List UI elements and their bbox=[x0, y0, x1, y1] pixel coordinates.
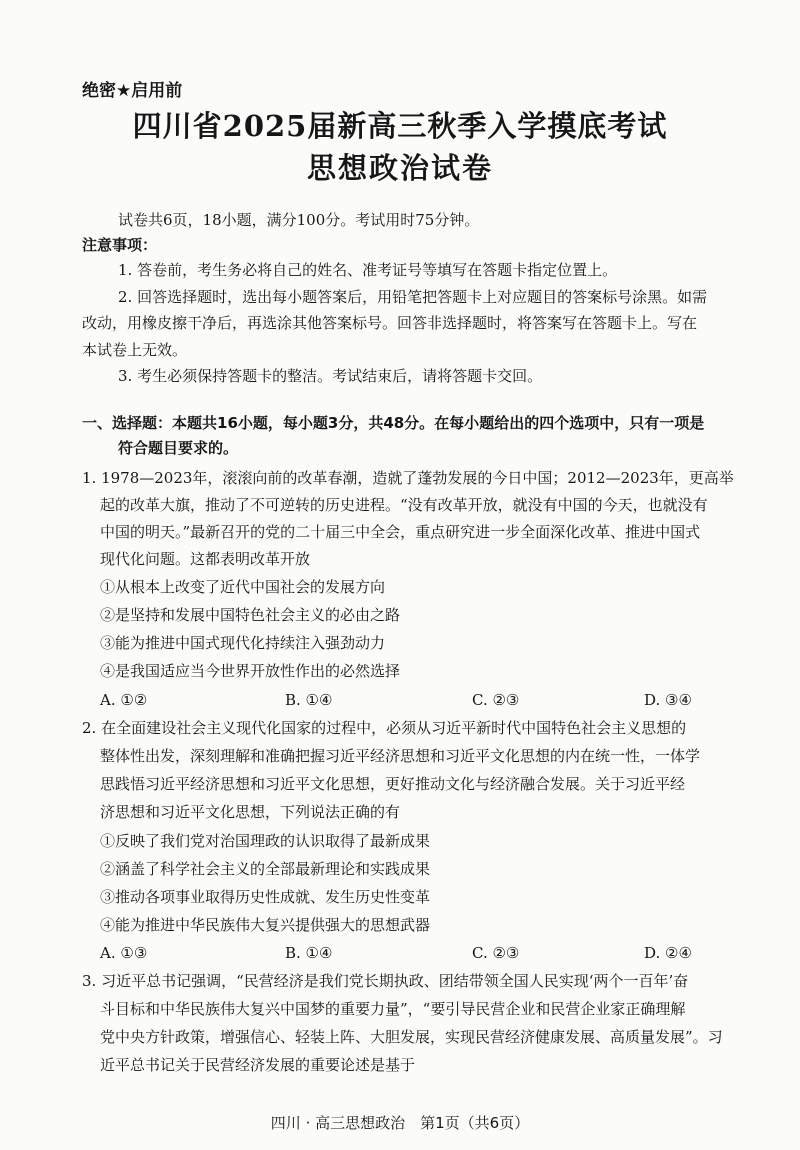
question-1-text: 起的改革大旗，推动了不可逆转的历史进程。“没有改革开放，就没有中国的今天，也就没有 bbox=[100, 496, 708, 514]
question-2-item: ③推动各项事业取得历史性成就、发生历史性变革 bbox=[100, 888, 431, 906]
question-3-text: 斗目标和中华民族伟大复兴中国梦的重要力量”，“要引导民营企业和民营企业家正确理解 bbox=[100, 1000, 686, 1018]
option-b[interactable]: B. ①④ bbox=[285, 691, 333, 709]
notice-line: 1. 答卷前，考生务必将自己的姓名、准考证号等填写在答题卡指定位置上。 bbox=[118, 261, 618, 279]
question-2-text: 整体性出发，深刻理解和准确把握习近平经济思想和习近平文化思想的内在统一性，一体学 bbox=[100, 747, 701, 765]
option-c[interactable]: C. ②③ bbox=[472, 944, 520, 962]
page-footer: 四川 · 高三思想政治 第1页（共6页） bbox=[270, 1114, 530, 1132]
option-d[interactable]: D. ②④ bbox=[644, 944, 692, 962]
section-heading-cont: 符合题目要求的。 bbox=[118, 439, 239, 457]
question-3-text: 近平总书记关于民营经济发展的重要论述是基于 bbox=[100, 1056, 416, 1074]
notice-heading: 注意事项： bbox=[82, 236, 158, 254]
exam-subject: 思想政治试卷 bbox=[306, 151, 493, 185]
option-c[interactable]: C. ②③ bbox=[472, 691, 520, 709]
question-2-text: 济思想和习近平文化思想，下列说法正确的有 bbox=[100, 803, 401, 821]
notice-line: 2. 回答选择题时，选出每小题答案后，用铅笔把答题卡上对应题目的答案标号涂黑。如需 bbox=[118, 288, 708, 306]
notice-line: 改动，用橡皮擦干净后，再选涂其他答案标号。回答非选择题时，将答案写在答题卡上。写在 bbox=[82, 314, 698, 332]
question-2-text: 2. 在全面建设社会主义现代化国家的过程中，必须从习近平新时代中国特色社会主义思想的 bbox=[82, 719, 687, 737]
question-3-text: 3. 习近平总书记强调，“民营经济是我们党长期执政、团结带领全国人民实现‘两个一百年’奋 bbox=[82, 972, 689, 990]
exam-info: 试卷共6页，18小题，满分100分。考试用时75分钟。 bbox=[118, 211, 480, 229]
exam-title: 四川省2025届新高三秋季入学摸底考试 bbox=[132, 109, 668, 143]
question-2-item: ①反映了我们党对治国理政的认识取得了最新成果 bbox=[100, 832, 431, 850]
option-a[interactable]: A. ①③ bbox=[100, 944, 148, 962]
option-a[interactable]: A. ①② bbox=[100, 691, 148, 709]
option-d[interactable]: D. ③④ bbox=[644, 691, 692, 709]
question-1-item: ①从根本上改变了近代中国社会的发展方向 bbox=[100, 578, 386, 596]
question-2-item: ④能为推进中华民族伟大复兴提供强大的思想武器 bbox=[100, 916, 431, 934]
question-1-item: ③能为推进中国式现代化持续注入强劲动力 bbox=[100, 634, 386, 652]
question-1-item: ④是我国适应当今世界开放性作出的必然选择 bbox=[100, 662, 401, 680]
question-1-text: 现代化问题。这都表明改革开放 bbox=[100, 550, 311, 568]
question-2-text: 思践悟习近平经济思想和习近平文化思想，更好推动文化与经济融合发展。关于习近平经 bbox=[100, 775, 686, 793]
question-1-text: 1. 1978—2023年，滚滚向前的改革春潮，造就了蓬勃发展的今日中国；2012—2023年，更高举 bbox=[82, 469, 734, 487]
question-2-item: ②涵盖了科学社会主义的全部最新理论和实践成果 bbox=[100, 860, 431, 878]
question-1-item: ②是坚持和发展中国特色社会主义的必由之路 bbox=[100, 606, 401, 624]
secret-label: 绝密★启用前 bbox=[82, 81, 183, 101]
option-b[interactable]: B. ①④ bbox=[285, 944, 333, 962]
question-3-text: 党中央方针政策，增强信心、轻装上阵、大胆发展，实现民营经济健康发展、高质量发展”。习 bbox=[100, 1028, 723, 1046]
notice-line: 本试卷上无效。 bbox=[82, 341, 188, 359]
question-1-text: 中国的明天。”最新召开的党的二十届三中全会，重点研究进一步全面深化改革、推进中国式 bbox=[100, 523, 701, 541]
notice-line: 3. 考生必须保持答题卡的整洁。考试结束后，请将答题卡交回。 bbox=[118, 367, 543, 385]
section-heading: 一、选择题：本题共16小题，每小题3分，共48分。在每小题给出的四个选项中，只有一项是 bbox=[82, 414, 705, 432]
